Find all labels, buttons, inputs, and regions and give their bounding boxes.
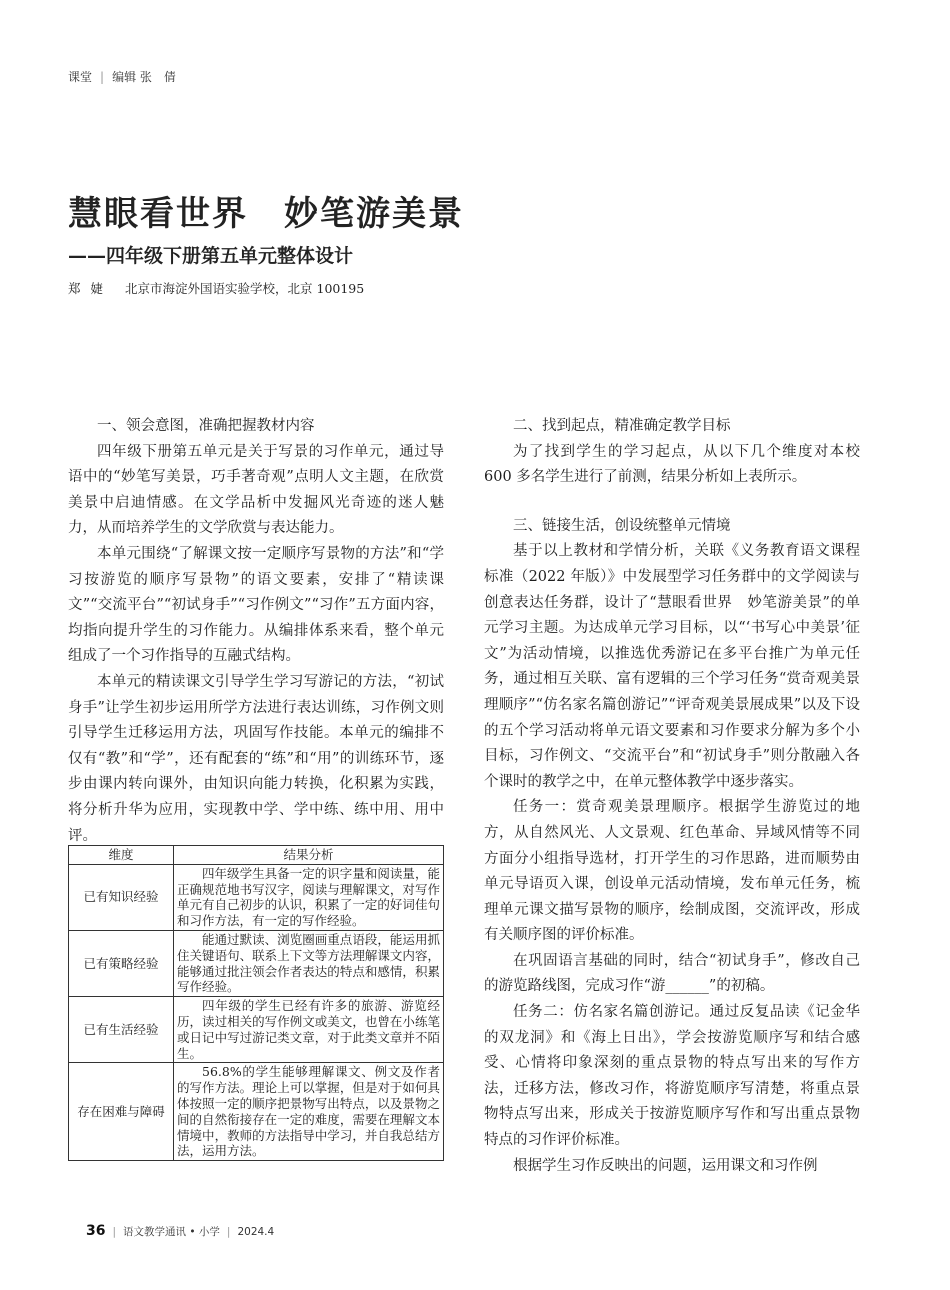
section-heading-1: 一、领会意图，准确把握教材内容	[97, 418, 315, 434]
footer-divider: |	[226, 1226, 231, 1238]
right-column	[484, 414, 860, 1179]
issue-label: 2024.4	[237, 1226, 275, 1238]
table-row	[69, 864, 444, 930]
header-divider: |	[100, 70, 105, 84]
author-affiliation: 北京市海淀外国语实验学校，北京 100195	[125, 281, 365, 296]
paragraph: 任务一：赏奇观美景理顺序。根据学生游览过的地方，从自然风光、人文景观、红色革命、异域风情等不同方面分小组指导选材，打开学生的习作思路，进而顺势由单元导语页入课，创设单元活动情境，发布单元任务，梳理单元课文描写景物的顺序，绘制成图，交流评改，形成有关顺序图的评价标准。	[484, 799, 860, 944]
paragraph: 基于以上教材和学情分析，关联《义务教育语文课程标准（2022 年版）》中发展型学习任务群中的文学阅读与创意表达任务群，设计了“慧眼看世界 妙笔游美景”的单元学习主题。为达成单元学习目标，以“‘书写心中美景’征文”为活动情境，以推选优秀游记在多平台推广为单元任务，通过相互关联、富有逻辑的三个学习任务“赏奇观美景理顺序”“仿名家名篇创游记”“评奇观美景展成果”以及下设的五个学习活动将单元语文要素和习作要求分解为多个小目标，习作例文、“交流平台”和“初试身手”则分散融入各个课时的教学之中，在单元整体教学中逐步落实。	[484, 543, 860, 790]
table-cell-result: 56.8%的学生能够理解课文、例文及作者的写作方法。理论上可以掌握，但是对于如何具体按照一定的顺序把景物写出特点，以及景物之间的自然衔接存在一定的难度，需要在理解文本情境中，教师的方法指导中学习，并自我总结方法，运用方法。	[174, 1063, 444, 1161]
table-cell-dimension: 已有生活经验	[69, 997, 174, 1063]
table-cell-dimension: 已有策略经验	[69, 930, 174, 996]
table-header-result: 结果分析	[174, 846, 444, 865]
page-footer	[86, 1223, 274, 1239]
section-label: 课堂	[68, 70, 93, 84]
table-row	[69, 930, 444, 996]
running-header	[68, 68, 176, 85]
table-row	[69, 997, 444, 1063]
section-spacer	[484, 491, 860, 514]
table-cell-dimension: 已有知识经验	[69, 864, 174, 930]
pretest-analysis-table	[68, 845, 444, 1161]
table-cell-result: 四年级的学生已经有许多的旅游、游览经历，读过相关的写作例文或美文，也曾在小练笔或日记中写过游记类文章，对于此类文章并不陌生。	[174, 997, 444, 1063]
table-cell-result: 能通过默读、浏览圈画重点语段，能运用抓住关键语句、联系上下文等方法理解课文内容，能够通过批注领会作者表达的特点和感情，积累写作经验。	[174, 930, 444, 996]
paragraph: 本单元围绕“了解课文按一定顺序写景物的方法”和“学习按游览的顺序写景物”的语文要素，安排了“精读课文”“交流平台”“初试身手”“习作例文”“习作”五方面内容，均指向提升学生的习作能力。从编排体系来看，整个单元组成了一个习作指导的互融式结构。	[68, 545, 444, 665]
editor-label: 编辑 张 倩	[112, 70, 176, 84]
paragraph: 根据学生习作反映出的问题，运用课文和习作例	[513, 1157, 818, 1174]
section-heading-3: 三、链接生活，创设统整单元情境	[513, 517, 731, 534]
left-column	[68, 414, 444, 849]
paragraph: 在巩固语言基础的同时，结合“初试身手”，修改自己的游览路线图，完成习作“游______”的初稿。	[484, 952, 860, 995]
paragraph: 为了找到学生的学习起点，从以下几个维度对本校 600 多名学生进行了前测，结果分析如上表所示。	[484, 443, 860, 486]
page-number: 36	[86, 1223, 106, 1239]
table-row	[69, 1063, 444, 1161]
section-heading-2: 二、找到起点，精准确定教学目标	[513, 418, 731, 434]
article-subtitle: ——四年级下册第五单元整体设计	[68, 245, 354, 267]
table-cell-result: 四年级学生具备一定的识字量和阅读量，能正确规范地书写汉字，阅读与理解课文，对写作单元有自己初步的认识，积累了一定的好词佳句和习作方法，有一定的写作经验。	[174, 864, 444, 930]
author-name: 郑婕	[68, 281, 114, 296]
paragraph: 本单元的精读课文引导学生学习写游记的方法，“初试身手”让学生初步运用所学方法进行表达训练，习作例文则引导学生迁移运用方法，巩固写作技能。本单元的编排不仅有“教”和“学”，还有配套的“练”和“用”的训练环节，逐步由课内转向课外，由知识向能力转换，化积累为实践，将分析升华为应用，实现教中学、学中练、练中用、用中评。	[68, 673, 444, 844]
paragraph: 任务二：仿名家名篇创游记。通过反复品读《记金华的双龙洞》和《海上日出》，学会按游览顺序写和结合感受、心情将印象深刻的重点景物的特点写出来的写作方法，迁移方法，修改习作，将游览顺序写清楚，将重点景物特点写出来，形成关于按游览顺序写作和写出重点景物特点的习作评价标准。	[484, 1004, 860, 1149]
author-line	[68, 279, 364, 297]
journal-name: 语文教学通讯 • 小学	[123, 1226, 220, 1238]
table-header-row	[69, 846, 444, 865]
article-title: 慧眼看世界 妙笔游美景	[68, 194, 464, 234]
table-header-dimension: 维度	[69, 846, 174, 865]
table-cell-dimension: 存在困难与障碍	[69, 1063, 174, 1161]
paragraph: 四年级下册第五单元是关于写景的习作单元，通过导语中的“妙笔写美景，巧手著奇观”点明人文主题，在欣赏美景中启迪情感。在文学品析中发掘风光奇迹的迷人魅力，从而培养学生的文学欣赏与表达能力。	[68, 443, 444, 537]
footer-divider: |	[112, 1226, 117, 1238]
